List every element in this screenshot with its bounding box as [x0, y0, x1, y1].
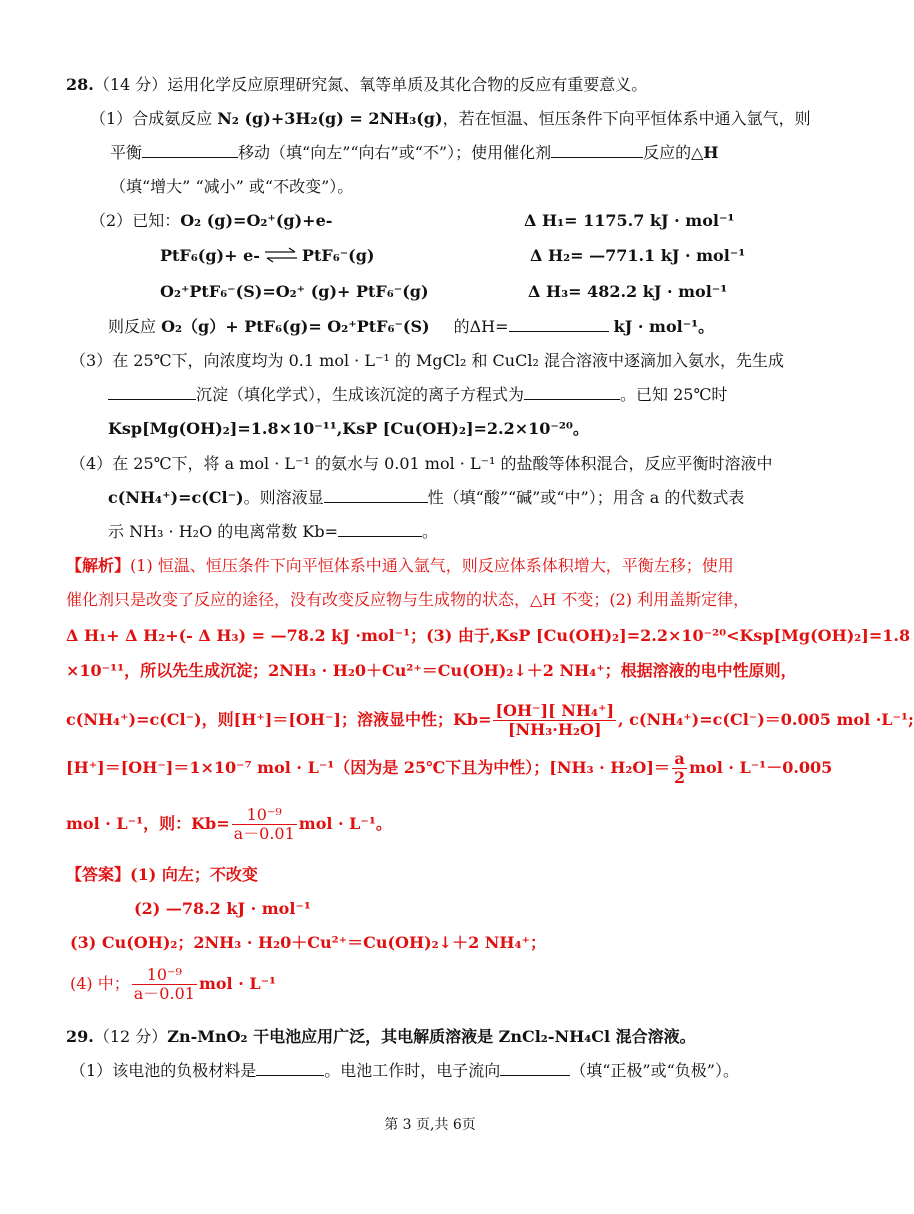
part-label: （3） — [70, 351, 113, 370]
text: (1) 向左；不改变 — [130, 865, 258, 884]
answer-kb-fraction — [132, 966, 197, 1003]
text: mol · L⁻¹－0.005 — [689, 758, 833, 777]
text: 。 — [421, 522, 438, 541]
q29-number: 29 — [66, 1027, 89, 1046]
delta-h3: Δ H₃= 482.2 kJ · mol⁻¹ — [528, 282, 728, 301]
q28-score: （14 分） — [93, 75, 168, 94]
text: mol · L⁻¹。 — [298, 814, 392, 833]
text: , c(NH₄⁺)=c(Cl⁻)＝0.005 mol ·L⁻¹; — [618, 710, 914, 729]
text: 反应的△ — [643, 143, 704, 162]
answer-line1 — [66, 864, 258, 886]
answer-line4 — [70, 964, 276, 1004]
q28-part3-line2 — [108, 384, 727, 406]
text: 在 25℃下，向浓度均为 0.1 mol · L⁻¹ 的 MgCl₂ 和 CuCl₂ 混合溶液中逐滴加入氨水，先生成 — [112, 351, 784, 370]
fraction-denominator: a－0.01 — [133, 984, 195, 1003]
fraction-numerator: 10⁻⁹ — [132, 966, 197, 985]
analysis-line1 — [66, 555, 734, 577]
answer-blank[interactable] — [256, 1075, 324, 1076]
part-label: （1） — [70, 1061, 113, 1080]
part-label: （4） — [70, 454, 113, 473]
half-a-fraction — [672, 750, 687, 787]
answer-blank[interactable] — [524, 399, 620, 400]
q28-part2-eq3: O₂⁺PtF₆⁻(S)=O₂⁺ (g)+ PtF₆⁻(g) — [160, 282, 429, 301]
q28-header: 28.（14 分）运用化学反应原理研究氮、氧等单质及其化合物的反应有重要意义。 — [66, 75, 648, 94]
text: c(NH₄⁺)=c(Cl⁻)，则[H⁺]＝[OH⁻]；溶液显中性；Kb= — [66, 710, 492, 729]
q29-stem: Zn-MnO₂ 干电池应用广泛，其电解质溶液是 ZnCl₂-NH₄Cl 混合溶液。 — [167, 1027, 696, 1046]
text: (4) 中； — [70, 974, 130, 993]
text: mol · L⁻¹ — [198, 974, 277, 993]
text: 已知： — [132, 211, 181, 230]
q28-part4-line3 — [108, 521, 438, 543]
equation: N₂ (g)+3H₂(g) = 2NH₃(g) — [217, 109, 443, 128]
fraction-numerator: 10⁻⁹ — [232, 806, 297, 825]
page-footer: 第 3 页,共 6页 — [384, 1117, 476, 1133]
text: ，若在恒温、恒压条件下向平恒体系中通入氩气，则 — [442, 109, 811, 128]
text: 的ΔH= — [453, 317, 509, 336]
q28-part1-line3: （填“增大” “减小” 或“不改变”）。 — [110, 177, 354, 196]
q29-part1 — [70, 1060, 739, 1082]
text: 性（填“酸”“碱”或“中”）；用含 a 的代数式表 — [427, 488, 745, 507]
text: （填“正极”或“负极”）。 — [570, 1061, 739, 1080]
part-label: （1） — [90, 109, 133, 128]
fraction-numerator: [OH⁻][ NH₄⁺] — [495, 701, 615, 720]
equation: O₂ (g)=O₂⁺(g)+e- — [180, 211, 333, 230]
analysis-line4: ×10⁻¹¹，所以先生成沉淀；2NH₃ · H₂0＋Cu²⁺＝Cu(OH)₂↓＋2 NH₄⁺；根据溶液的电中性原则， — [66, 661, 797, 680]
q28-part2-eq2 — [160, 245, 374, 268]
text: 。已知 25℃时 — [620, 385, 728, 404]
q29-score: （12 分） — [93, 1027, 168, 1046]
answer-blank[interactable] — [500, 1075, 570, 1076]
text: 平衡 — [110, 143, 143, 162]
analysis-tag: 【解析】 — [66, 556, 131, 575]
q28-part4-line2 — [108, 487, 744, 509]
text: 沉淀（填化学式），生成该沉淀的离子方程式为 — [196, 385, 525, 404]
text: 。则溶液显 — [243, 488, 324, 507]
q29-header: 29.（12 分）Zn-MnO₂ 干电池应用广泛，其电解质溶液是 ZnCl₂-NH₄Cl 混合溶液。 — [66, 1027, 696, 1046]
text: 该电池的负极材料是 — [112, 1061, 257, 1080]
q28-part1-line2 — [110, 142, 719, 164]
text: mol · L⁻¹，则：Kb= — [66, 814, 230, 833]
fraction-numerator: a — [672, 750, 687, 769]
answer-blank[interactable] — [142, 157, 238, 158]
kb-fraction — [493, 702, 616, 739]
delta-h1: Δ H₁= 1175.7 kJ · mol⁻¹ — [524, 211, 735, 230]
answer-line3: (3) Cu(OH)₂；2NH₃ · H₂0＋Cu²⁺＝Cu(OH)₂↓＋2 NH₄⁺； — [70, 933, 546, 952]
analysis-line3: Δ H₁+ Δ H₂+(- Δ H₃) = —78.2 kJ ·mol⁻¹；(3) 由于,KsP [Cu(OH)₂]=2.2×10⁻²⁰<Ksp[Mg(OH)₂]=1.8 — [66, 626, 911, 645]
delta-h2: Δ H₂= —771.1 kJ · mol⁻¹ — [530, 246, 746, 265]
answer-blank[interactable] — [108, 399, 196, 400]
q28-part4-line1 — [70, 453, 773, 475]
q28-part2-line1 — [90, 210, 332, 232]
text: (1) 恒温、恒压条件下向平恒体系中通入氩气，则反应体系体积增大，平衡左移；使用 — [130, 556, 734, 575]
equilibrium-arrow-icon — [264, 246, 298, 268]
equation: PtF₆(g)+ e- — [160, 246, 260, 265]
text: kJ · mol⁻¹。 — [613, 317, 715, 336]
text: 则反应 — [108, 317, 162, 336]
q28-part1-line1 — [90, 108, 811, 130]
part-label: （2） — [90, 211, 133, 230]
analysis-line7 — [66, 804, 392, 844]
answer-blank[interactable] — [324, 502, 428, 503]
equation: c(NH₄⁺)=c(Cl⁻) — [108, 488, 244, 507]
kb-result-fraction — [232, 806, 297, 843]
equation: PtF₆⁻(g) — [301, 246, 375, 265]
text: 。电池工作时，电子流向 — [324, 1061, 501, 1080]
fraction-denominator: 2 — [673, 768, 686, 787]
answer-blank[interactable] — [509, 331, 609, 332]
fraction-denominator: a－0.01 — [233, 824, 295, 843]
text: 在 25℃下，将 a mol · L⁻¹ 的氨水与 0.01 mol · L⁻¹ 的盐酸等体积混合，反应平衡时溶液中 — [112, 454, 773, 473]
q28-part3-line1 — [70, 350, 784, 372]
q28-stem: 运用化学反应原理研究氮、氧等单质及其化合物的反应有重要意义。 — [167, 75, 648, 94]
text: 合成氨反应 — [132, 109, 218, 128]
analysis-line2: 催化剂只是改变了反应的途径，没有改变反应物与生成物的状态，△H 不变；(2) 利用盖斯定律， — [66, 590, 750, 609]
answer-blank[interactable] — [338, 536, 422, 537]
q28-part2-question — [108, 316, 714, 338]
text: [H⁺]＝[OH⁻]＝1×10⁻⁷ mol · L⁻¹（因为是 25℃下且为中性）；[NH₃ · H₂O]＝ — [66, 758, 670, 777]
analysis-line6 — [66, 748, 832, 788]
answer-line2: (2) —78.2 kJ · mol⁻¹ — [134, 899, 311, 918]
text: 示 NH₃ · H₂O 的电离常数 Kb= — [108, 522, 338, 541]
text: 移动（填“向左”“向右”或“不”）；使用催化剂 — [238, 143, 552, 162]
answer-tag: 【答案】 — [66, 865, 131, 884]
q28-part3-ksp: Ksp[Mg(OH)₂]=1.8×10⁻¹¹,KsP [Cu(OH)₂]=2.2×10⁻²⁰。 — [108, 419, 589, 438]
equation: O₂（g）+ PtF₆(g)= O₂⁺PtF₆⁻(S) — [161, 317, 430, 336]
text: H — [703, 143, 719, 162]
q28-number: 28 — [66, 75, 89, 94]
fraction-denominator: [NH₃·H₂O] — [507, 720, 602, 739]
analysis-line5 — [66, 700, 914, 740]
answer-blank[interactable] — [551, 157, 643, 158]
